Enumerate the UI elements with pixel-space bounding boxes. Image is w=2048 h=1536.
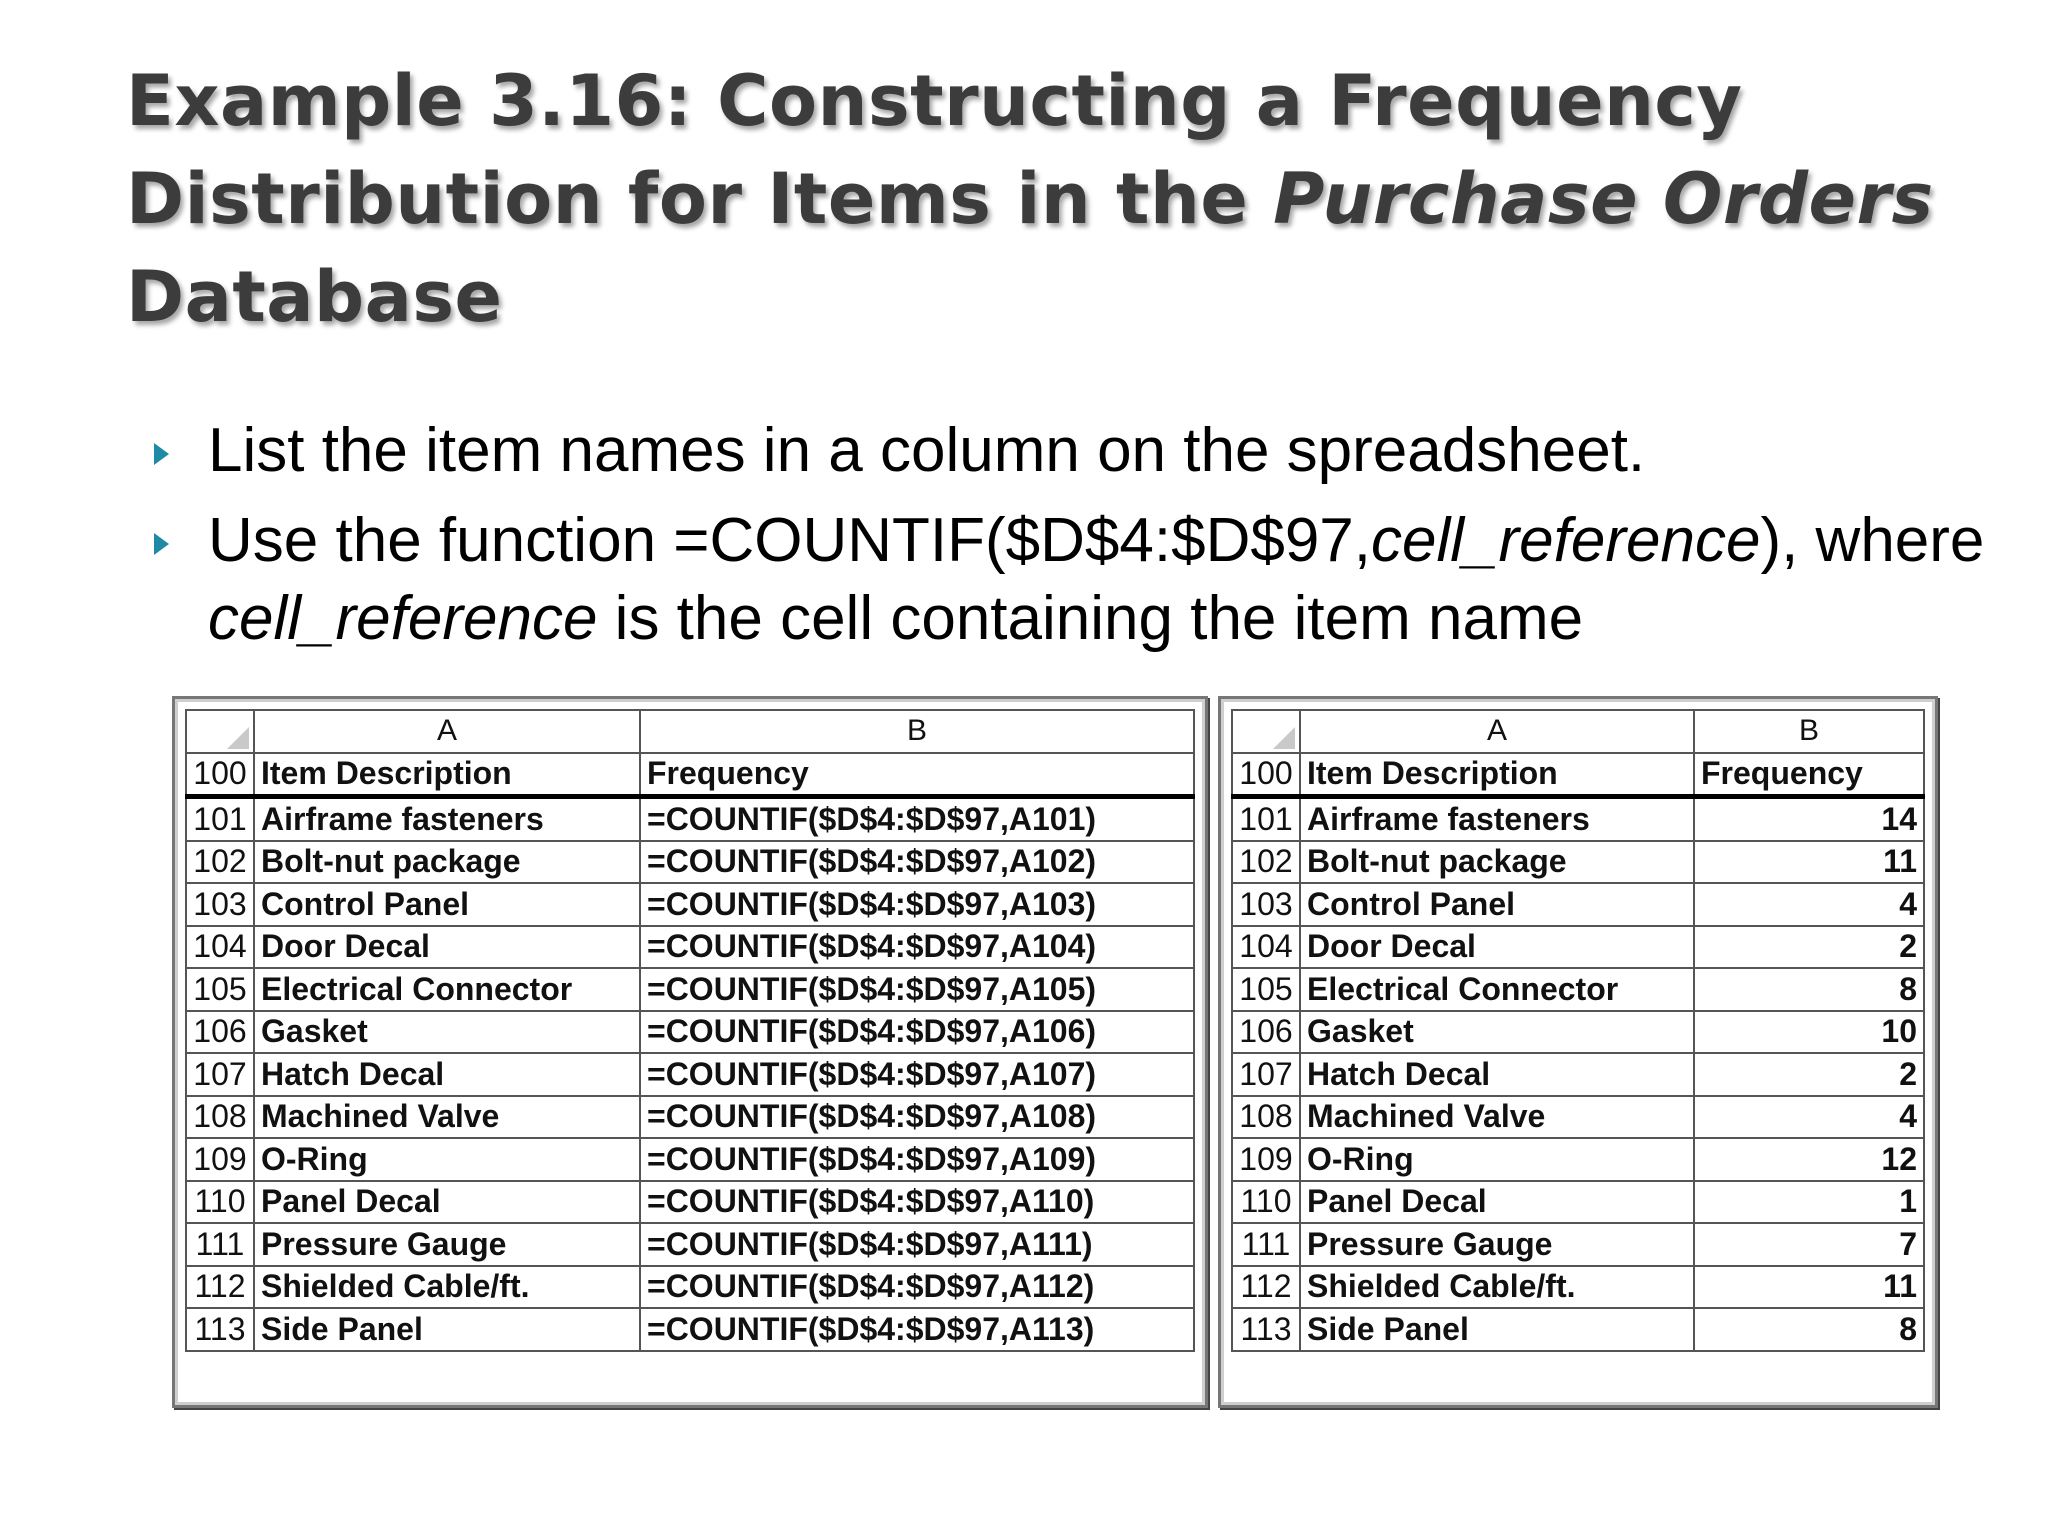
row-number[interactable]: 111 xyxy=(1232,1223,1300,1266)
row-number[interactable]: 111 xyxy=(186,1223,254,1266)
cell[interactable]: Machined Valve xyxy=(254,1096,640,1139)
table-row xyxy=(186,1053,1194,1096)
row-number[interactable]: 100 xyxy=(1232,753,1300,797)
table-row xyxy=(1232,1138,1924,1181)
cell[interactable]: =COUNTIF($D$4:$D$97,A113) xyxy=(640,1308,1194,1351)
slide-title-part2: Database xyxy=(126,256,503,338)
spreadsheet-table xyxy=(185,709,1195,1352)
table-row xyxy=(186,1308,1194,1351)
spreadsheet-table xyxy=(1231,709,1925,1352)
table-row xyxy=(186,1138,1194,1181)
cell[interactable]: =COUNTIF($D$4:$D$97,A106) xyxy=(640,1011,1194,1054)
cell[interactable]: =COUNTIF($D$4:$D$97,A112) xyxy=(640,1266,1194,1309)
cell[interactable]: Control Panel xyxy=(254,883,640,926)
table-row xyxy=(186,797,1194,841)
table-row xyxy=(186,1011,1194,1054)
triangle-bullet-icon xyxy=(154,533,169,555)
cell[interactable]: Item Description xyxy=(254,753,640,797)
cell[interactable]: Side Panel xyxy=(254,1308,640,1351)
row-number[interactable]: 113 xyxy=(1232,1308,1300,1351)
column-header-a[interactable]: A xyxy=(254,710,640,753)
cell[interactable]: =COUNTIF($D$4:$D$97,A105) xyxy=(640,968,1194,1011)
table-row xyxy=(1232,1096,1924,1139)
table-row xyxy=(186,968,1194,1011)
select-all-icon xyxy=(1273,727,1295,749)
cell[interactable]: 2 xyxy=(1694,1053,1924,1096)
column-header-b[interactable]: B xyxy=(640,710,1194,753)
table-row xyxy=(186,1266,1194,1309)
table-row xyxy=(1232,797,1924,841)
bullet-text-italic: cell_reference xyxy=(208,584,598,653)
row-number[interactable]: 105 xyxy=(1232,968,1300,1011)
cell[interactable]: 12 xyxy=(1694,1138,1924,1181)
cell[interactable]: Door Decal xyxy=(254,926,640,969)
cell[interactable]: Control Panel xyxy=(1300,883,1694,926)
table-row xyxy=(1232,968,1924,1011)
cell[interactable]: Hatch Decal xyxy=(254,1053,640,1096)
table-row xyxy=(1232,753,1924,797)
row-number[interactable]: 101 xyxy=(1232,797,1300,841)
cell[interactable]: Gasket xyxy=(254,1011,640,1054)
row-number[interactable]: 106 xyxy=(186,1011,254,1054)
cell[interactable]: =COUNTIF($D$4:$D$97,A103) xyxy=(640,883,1194,926)
bullet-list xyxy=(150,412,2010,670)
select-all-corner[interactable] xyxy=(186,710,254,753)
cell[interactable]: =COUNTIF($D$4:$D$97,A111) xyxy=(640,1223,1194,1266)
spreadsheet-results xyxy=(1218,696,1938,1408)
cell[interactable]: Electrical Connector xyxy=(254,968,640,1011)
spreadsheet-formulas xyxy=(172,696,1208,1408)
cell[interactable]: 2 xyxy=(1694,926,1924,969)
table-row xyxy=(1232,1181,1924,1224)
table-row xyxy=(186,926,1194,969)
cell[interactable]: Item Description xyxy=(1300,753,1694,797)
column-header-row xyxy=(186,710,1194,753)
table-row xyxy=(186,1223,1194,1266)
table-row xyxy=(1232,883,1924,926)
row-number[interactable]: 113 xyxy=(186,1308,254,1351)
row-number[interactable]: 108 xyxy=(1232,1096,1300,1139)
row-number[interactable]: 103 xyxy=(186,883,254,926)
column-header-row xyxy=(1232,710,1924,753)
row-number[interactable]: 108 xyxy=(186,1096,254,1139)
table-row xyxy=(186,1096,1194,1139)
table-row xyxy=(1232,1223,1924,1266)
row-number[interactable]: 107 xyxy=(186,1053,254,1096)
cell[interactable]: Door Decal xyxy=(1300,926,1694,969)
cell[interactable]: Frequency xyxy=(640,753,1194,797)
column-header-a[interactable]: A xyxy=(1300,710,1694,753)
cell[interactable]: Side Panel xyxy=(1300,1308,1694,1351)
bullet-item xyxy=(150,502,2010,658)
cell[interactable]: Panel Decal xyxy=(1300,1181,1694,1224)
cell[interactable]: 11 xyxy=(1694,841,1924,884)
row-number[interactable]: 112 xyxy=(1232,1266,1300,1309)
row-number[interactable]: 109 xyxy=(186,1138,254,1181)
row-number[interactable]: 103 xyxy=(1232,883,1300,926)
select-all-icon xyxy=(227,727,249,749)
row-number[interactable]: 109 xyxy=(1232,1138,1300,1181)
cell[interactable]: 11 xyxy=(1694,1266,1924,1309)
cell[interactable]: 7 xyxy=(1694,1223,1924,1266)
bullet-item xyxy=(150,412,2010,490)
slide-title-italic: Purchase Orders xyxy=(1273,158,1934,240)
cell[interactable]: =COUNTIF($D$4:$D$97,A108) xyxy=(640,1096,1194,1139)
bullet-text-before: Use the function =COUNTIF($D$4:$D$97, xyxy=(208,506,1372,575)
row-number[interactable]: 104 xyxy=(186,926,254,969)
cell[interactable]: Bolt-nut package xyxy=(1300,841,1694,884)
table-row xyxy=(1232,926,1924,969)
cell[interactable]: Shielded Cable/ft. xyxy=(1300,1266,1694,1309)
row-number[interactable]: 101 xyxy=(186,797,254,841)
cell[interactable]: =COUNTIF($D$4:$D$97,A101) xyxy=(640,797,1194,841)
cell[interactable]: Pressure Gauge xyxy=(1300,1223,1694,1266)
table-row xyxy=(1232,1308,1924,1351)
table-row xyxy=(1232,1266,1924,1309)
cell[interactable]: 14 xyxy=(1694,797,1924,841)
cell[interactable]: 4 xyxy=(1694,883,1924,926)
row-number[interactable]: 105 xyxy=(186,968,254,1011)
table-row xyxy=(186,883,1194,926)
column-header-b[interactable]: B xyxy=(1694,710,1924,753)
cell[interactable]: Airframe fasteners xyxy=(1300,797,1694,841)
cell[interactable]: 8 xyxy=(1694,1308,1924,1351)
row-number[interactable]: 110 xyxy=(186,1181,254,1224)
cell[interactable]: =COUNTIF($D$4:$D$97,A109) xyxy=(640,1138,1194,1181)
cell[interactable]: Shielded Cable/ft. xyxy=(254,1266,640,1309)
row-number[interactable]: 102 xyxy=(186,841,254,884)
bullet-text-italic: cell_reference xyxy=(1371,506,1761,575)
row-number[interactable]: 100 xyxy=(186,753,254,797)
cell[interactable]: =COUNTIF($D$4:$D$97,A110) xyxy=(640,1181,1194,1224)
cell[interactable]: Bolt-nut package xyxy=(254,841,640,884)
cell[interactable]: Frequency xyxy=(1694,753,1924,797)
table-row xyxy=(186,841,1194,884)
cell[interactable]: Hatch Decal xyxy=(1300,1053,1694,1096)
cell[interactable]: Airframe fasteners xyxy=(254,797,640,841)
row-number[interactable]: 112 xyxy=(186,1266,254,1309)
table-row xyxy=(1232,1053,1924,1096)
cell[interactable]: Gasket xyxy=(1300,1011,1694,1054)
table-row xyxy=(1232,1011,1924,1054)
cell[interactable]: 1 xyxy=(1694,1181,1924,1224)
cell[interactable]: O-Ring xyxy=(254,1138,640,1181)
row-number[interactable]: 106 xyxy=(1232,1011,1300,1054)
cell[interactable]: 8 xyxy=(1694,968,1924,1011)
cell[interactable]: =COUNTIF($D$4:$D$97,A107) xyxy=(640,1053,1194,1096)
table-row xyxy=(1232,841,1924,884)
table-row xyxy=(186,1181,1194,1224)
row-number[interactable]: 110 xyxy=(1232,1181,1300,1224)
cell[interactable]: Pressure Gauge xyxy=(254,1223,640,1266)
triangle-bullet-icon xyxy=(154,443,169,465)
cell[interactable]: =COUNTIF($D$4:$D$97,A102) xyxy=(640,841,1194,884)
bullet-text-mid: ), where xyxy=(1760,506,1985,575)
row-number[interactable]: 104 xyxy=(1232,926,1300,969)
select-all-corner[interactable] xyxy=(1232,710,1300,753)
cell[interactable]: Electrical Connector xyxy=(1300,968,1694,1011)
cell[interactable]: Panel Decal xyxy=(254,1181,640,1224)
bullet-text: List the item names in a column on the spreadsheet. xyxy=(208,416,1646,485)
row-number[interactable]: 102 xyxy=(1232,841,1300,884)
cell[interactable]: 10 xyxy=(1694,1011,1924,1054)
table-row xyxy=(186,753,1194,797)
slide-title-part1: Example 3.16: Constructing a Frequency Distribution for Items in the xyxy=(126,60,1743,240)
cell[interactable]: Machined Valve xyxy=(1300,1096,1694,1139)
cell[interactable]: =COUNTIF($D$4:$D$97,A104) xyxy=(640,926,1194,969)
cell[interactable]: 4 xyxy=(1694,1096,1924,1139)
cell[interactable]: O-Ring xyxy=(1300,1138,1694,1181)
slide-title xyxy=(126,52,1986,346)
bullet-text-after: is the cell containing the item name xyxy=(597,584,1584,653)
row-number[interactable]: 107 xyxy=(1232,1053,1300,1096)
